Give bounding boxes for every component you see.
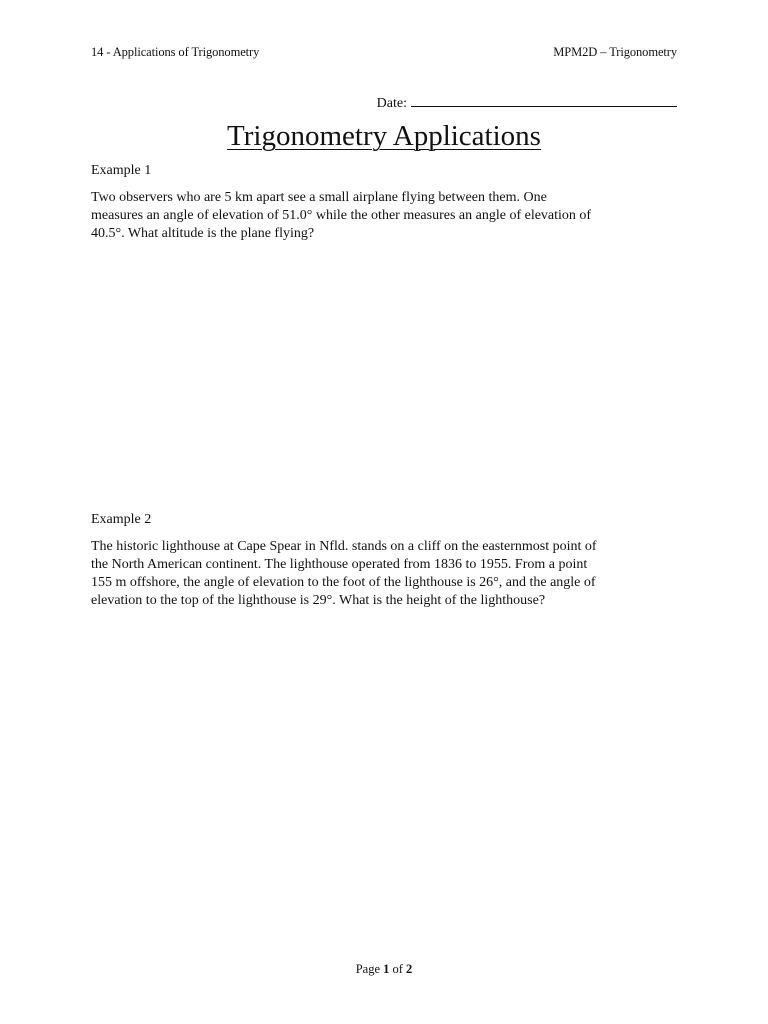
example-2-line: elevation to the top of the lighthouse is 29°. What is the height of the lighthouse? xyxy=(91,593,546,608)
example-2-line: the North American continent. The lighthouse operated from 1836 to 1955. From a point xyxy=(91,557,588,572)
of-word: of xyxy=(392,962,403,976)
header-course-code: MPM2D – Trigonometry xyxy=(553,45,677,59)
example-1-line: measures an angle of elevation of 51.0° while the other measures an angle of elevation of xyxy=(91,208,592,223)
header-course-unit: 14 - Applications of Trigonometry xyxy=(91,45,260,59)
page-number-footer xyxy=(0,962,768,977)
current-page-number: 1 xyxy=(383,962,390,976)
example-2-line: The historic lighthouse at Cape Spear in Nfld. stands on a cliff on the easternmost point of xyxy=(91,539,597,554)
example-1-text xyxy=(91,189,681,243)
example-2-line: 155 m offshore, the angle of elevation to the foot of the lighthouse is 26°, and the angle of xyxy=(91,575,596,590)
example-1-heading: Example 1 xyxy=(91,163,152,178)
date-field xyxy=(377,93,677,112)
example-2-text xyxy=(91,538,681,610)
page-word: Page xyxy=(355,962,380,976)
example-2-heading: Example 2 xyxy=(91,512,152,527)
date-blank-line xyxy=(411,93,677,107)
example-1-line: Two observers who are 5 km apart see a small airplane flying between them. One xyxy=(91,190,547,205)
page-title: Trigonometry Applications xyxy=(227,120,541,152)
date-label: Date: xyxy=(376,96,407,111)
total-pages-number: 2 xyxy=(406,962,413,976)
example-1-line: 40.5°. What altitude is the plane flying? xyxy=(91,226,315,241)
